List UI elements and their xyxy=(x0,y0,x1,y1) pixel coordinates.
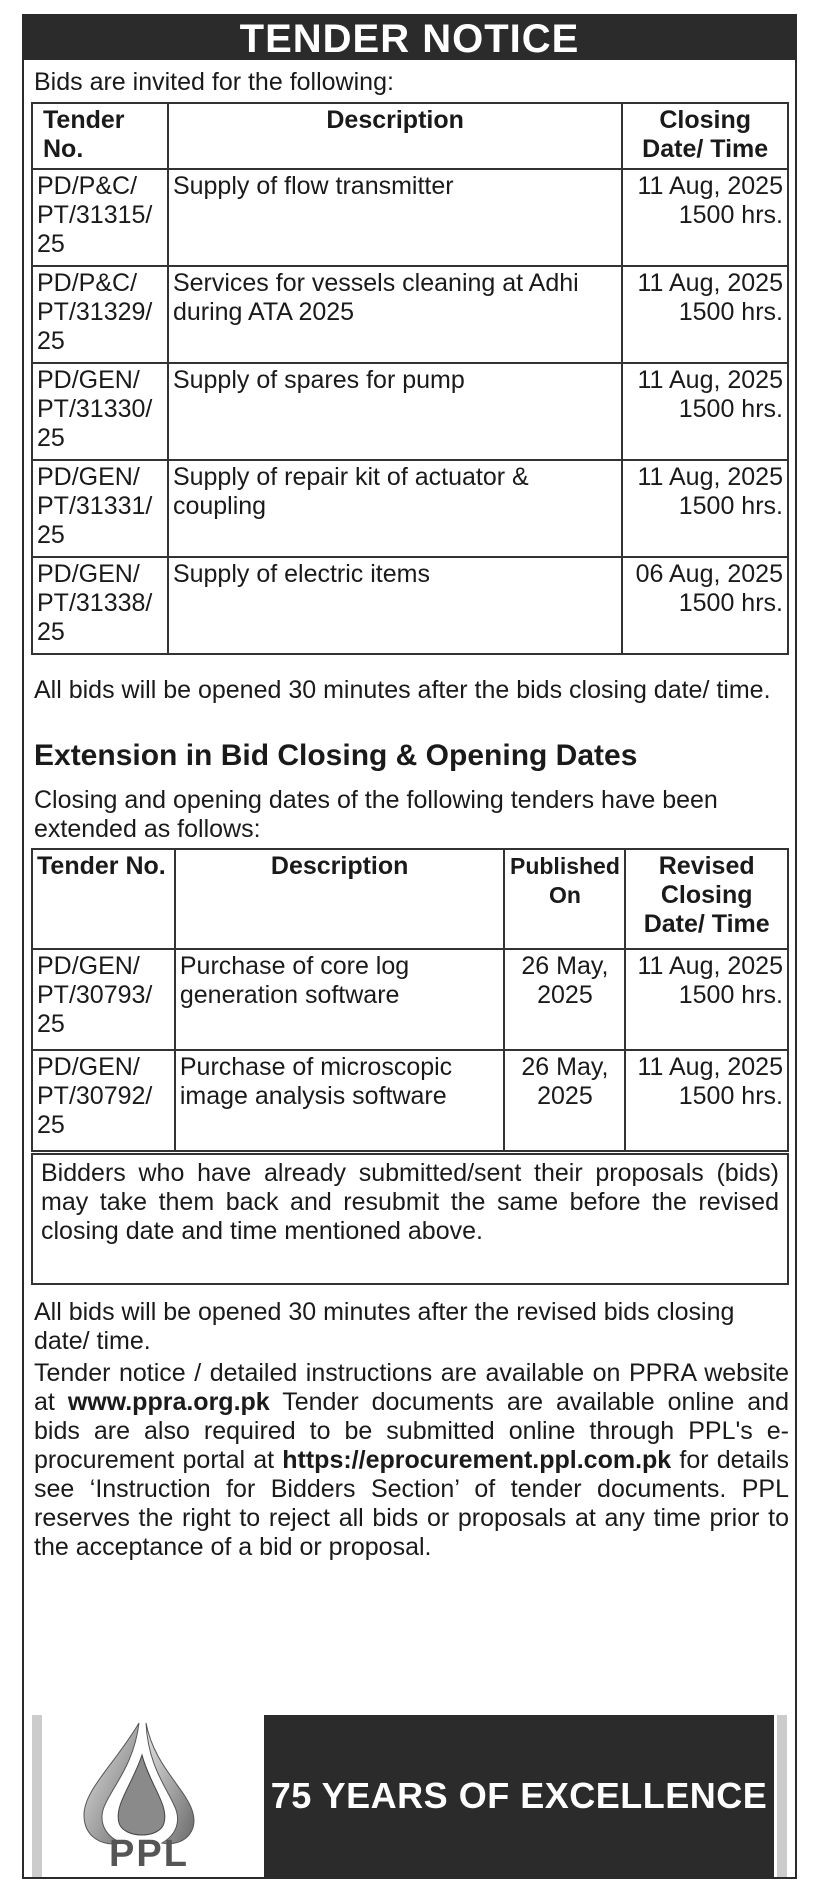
header-description: Description xyxy=(168,103,622,169)
table-row xyxy=(32,949,788,1050)
ppra-link[interactable]: www.ppra.org.pk xyxy=(67,1388,270,1416)
tender-description: Supply of spares for pump xyxy=(168,363,622,460)
instructions-part1: Tender notice / detailed instructions are available on PPRA website at xyxy=(34,1359,789,1416)
closing-date: 11 Aug, 2025 1500 hrs. xyxy=(622,169,788,266)
header-published: Published On xyxy=(504,849,625,949)
tender-description: Purchase of microscopic image analysis software xyxy=(175,1050,505,1151)
header-revised-closing: Revised Closing Date/ Time xyxy=(625,849,788,949)
tender-description: Services for vessels cleaning at Adhi during ATA 2025 xyxy=(168,266,622,363)
table-row xyxy=(32,1050,788,1151)
footer-left-bar xyxy=(32,1715,42,1877)
extension-intro: Closing and opening dates of the following tenders have been extended as follows: xyxy=(34,786,718,843)
tenders-table xyxy=(31,102,789,655)
logo-text: PPL xyxy=(109,1833,189,1875)
instructions-part3: for details see ‘Instruction for Bidders Section’ of tender documents. PPL reserves the right to reject all bids or proposals at any time prior to the acceptance of a bid or proposal. xyxy=(34,1446,789,1561)
header-description: Description xyxy=(175,849,505,949)
ppl-logo xyxy=(44,1715,254,1877)
table-row xyxy=(32,363,788,460)
intro-text: Bids are invited for the following: xyxy=(34,68,394,96)
tender-description: Supply of repair kit of actuator & coupling xyxy=(168,460,622,557)
closing-date: 06 Aug, 2025 1500 hrs. xyxy=(622,557,788,654)
notice-title: TENDER NOTICE xyxy=(24,16,795,60)
extension-title: Extension in Bid Closing & Opening Dates xyxy=(34,739,638,772)
closing-date: 11 Aug, 2025 1500 hrs. xyxy=(622,460,788,557)
tender-description: Purchase of core log generation software xyxy=(175,949,505,1050)
instructions-part2: Tender documents are available online and bids are also required to be submitted online through PPL's e-procurement portal at xyxy=(34,1388,790,1474)
tender-no: PD/GEN/ PT/31338/ 25 xyxy=(32,557,168,654)
tender-no: PD/GEN/ PT/31331/ 25 xyxy=(32,460,168,557)
anniversary-banner: 75 YEARS OF EXCELLENCE xyxy=(264,1715,774,1877)
opening-note: All bids will be opened 30 minutes after the bids closing date/ time. xyxy=(34,676,771,704)
tender-no: PD/P&C/ PT/31315/ 25 xyxy=(32,169,168,266)
published-date: 26 May, 2025 xyxy=(504,1050,625,1151)
resubmit-note: Bidders who have already submitted/sent their proposals (bids) may take them back and resubmit the same before the revised closing date and time mentioned above. xyxy=(31,1153,789,1285)
header-closing: Closing Date/ Time xyxy=(622,103,788,169)
table-header-row xyxy=(32,849,788,949)
tender-notice xyxy=(22,14,797,1879)
tender-no: PD/GEN/ PT/30792/ 25 xyxy=(32,1050,175,1151)
footer-right-bar xyxy=(777,1715,787,1877)
table-row xyxy=(32,557,788,654)
published-date: 26 May, 2025 xyxy=(504,949,625,1050)
revised-opening-note: All bids will be opened 30 minutes after the revised bids closing date/ time. xyxy=(34,1298,735,1355)
eprocurement-link[interactable]: https://eprocurement.ppl.com.pk xyxy=(282,1446,672,1474)
tender-no: PD/GEN/ PT/31330/ 25 xyxy=(32,363,168,460)
tender-no: PD/GEN/ PT/30793/ 25 xyxy=(32,949,175,1050)
extension-table xyxy=(31,848,789,1152)
tender-description: Supply of electric items xyxy=(168,557,622,654)
header-tender-no: Tender No. xyxy=(32,849,175,949)
instructions-text xyxy=(34,1359,789,1562)
table-row xyxy=(32,169,788,266)
revised-closing-date: 11 Aug, 2025 1500 hrs. xyxy=(625,949,788,1050)
closing-date: 11 Aug, 2025 1500 hrs. xyxy=(622,363,788,460)
footer xyxy=(24,1715,795,1877)
table-header-row xyxy=(32,103,788,169)
tender-no: PD/P&C/ PT/31329/ 25 xyxy=(32,266,168,363)
table-row xyxy=(32,266,788,363)
revised-closing-date: 11 Aug, 2025 1500 hrs. xyxy=(625,1050,788,1151)
table-row xyxy=(32,460,788,557)
header-tender-no: Tender No. xyxy=(32,103,168,169)
closing-date: 11 Aug, 2025 1500 hrs. xyxy=(622,266,788,363)
tender-description: Supply of flow transmitter xyxy=(168,169,622,266)
